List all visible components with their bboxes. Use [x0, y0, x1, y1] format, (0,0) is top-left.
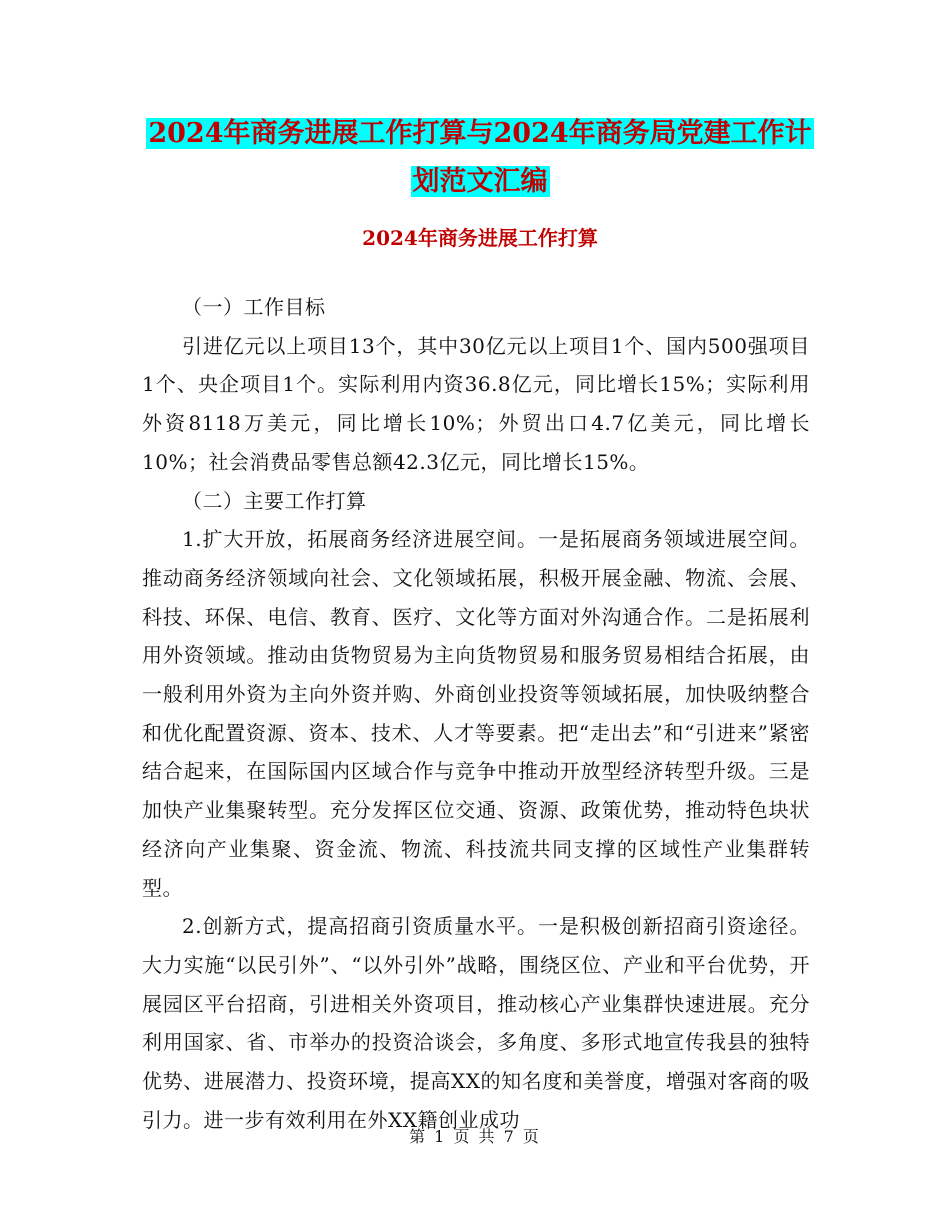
- paragraph-plan-heading: （二）主要工作打算: [182, 488, 367, 513]
- paragraph-goal-heading: （一）工作目标: [182, 295, 326, 319]
- document-title-line-2: 划范文汇编: [412, 166, 548, 197]
- page-number-footer: 第 1 页 共 7 页: [409, 1127, 541, 1146]
- section-title: 2024年商务进展工作打算: [362, 226, 598, 250]
- paragraph-plan-2: 2.创新方式，提高招商引资质量水平。一是积极创新招商引资途径。大力实施“以民引外”、“以外引外”战略，围绕区位、产业和平台优势，开展园区平台招商，引进相关外资项目，推动核心产业集群快速进展。充分利用国家、省、市举办的投资洽谈会，多角度、多形式地宣传我县的独特优势、进展潜力、投资环境，提高XX的知名度和美誉度，增强对客商的吸引力。进一步有效利用在外XX籍创业成功: [142, 914, 810, 1132]
- document-title-line-1: 2024年商务进展工作打算与2024年商务局党建工作计: [148, 118, 812, 149]
- paragraph-goals: 引进亿元以上项目13个，其中30亿元以上项目1个、国内500强项目1个、央企项目1个。实际利用内资36.8亿元，同比增长15%；实际利用外资8118万美元，同比增长10%；外贸出口4.7亿美元，同比增长10%；社会消费品零售总额42.3亿元，同比增长15%。: [142, 333, 810, 474]
- document-title: [140, 110, 820, 206]
- paragraph-plan-1: 1.扩大开放，拓展商务经济进展空间。一是拓展商务领域进展空间。推动商务经济领域向社会、文化领域拓展，积极开展金融、物流、会展、科技、环保、电信、教育、医疗、文化等方面对外沟通合作。二是拓展利用外资领域。推动由货物贸易为主向货物贸易和服务贸易相结合拓展，由一般利用外资为主向外资并购、外商创业投资等领域拓展，加快吸纳整合和优化配置资源、资本、技术、人才等要素。把“走出去”和“引进来”紧密结合起来，在国际国内区域合作与竞争中推动开放型经济转型升级。三是加快产业集聚转型。充分发挥区位交通、资源、政策优势，推动特色块状经济向产业集聚、资金流、物流、科技流共同支撑的区域性产业集群转型。: [142, 527, 810, 900]
- document-body: [142, 288, 810, 1139]
